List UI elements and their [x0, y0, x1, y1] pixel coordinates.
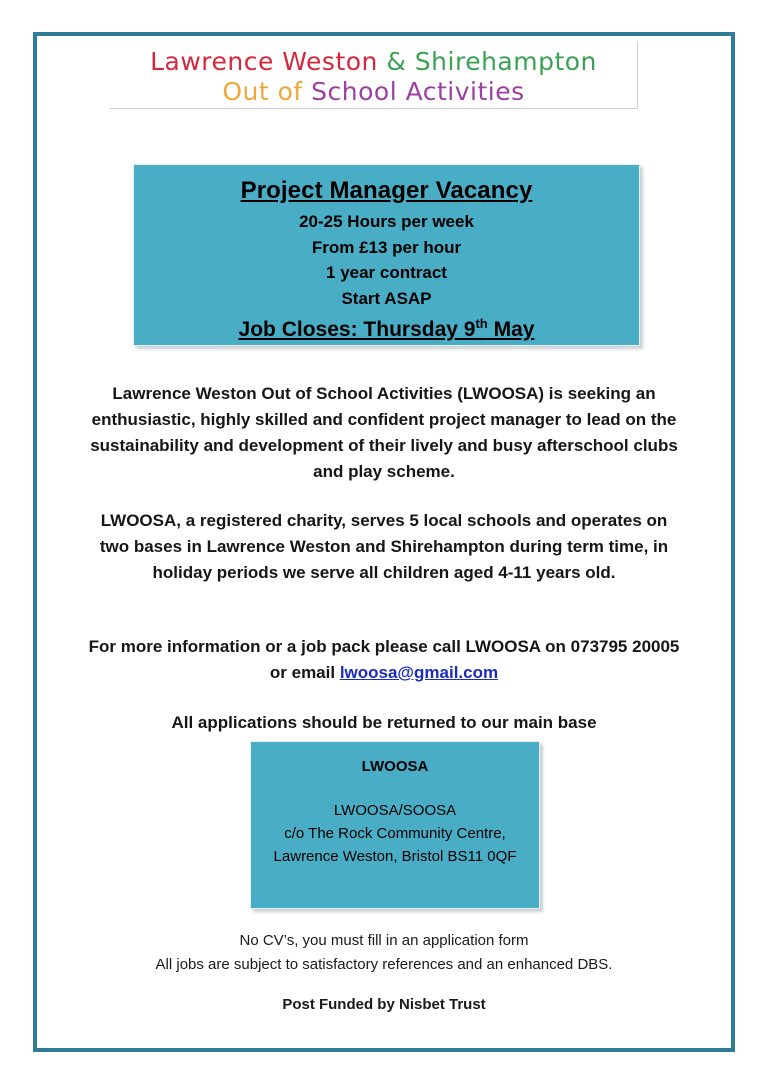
vacancy-contract-length: 1 year contract — [326, 263, 447, 283]
closing-date-prefix: Job Closes: Thursday 9 — [238, 318, 476, 342]
vacancy-closing-date — [134, 314, 639, 346]
footer-note-dbs: All jobs are subject to satisfactory references and an enhanced DBS. — [155, 956, 613, 973]
address-lines — [251, 799, 539, 869]
logo-line-2 — [110, 77, 637, 106]
paragraph-contact-details — [84, 634, 684, 686]
footer-conditions — [84, 929, 684, 977]
vacancy-hours: 20-25 Hours per week — [299, 211, 474, 231]
logo-text-shirehampton: & Shirehampton — [386, 47, 597, 76]
logo-text-school-activities: School Activities — [311, 77, 525, 106]
vacancy-summary-panel — [133, 164, 640, 346]
email-link[interactable]: lwoosa@gmail.com — [339, 663, 499, 682]
footer-funder: Post Funded by Nisbet Trust — [282, 996, 486, 1013]
closing-date-ordinal: th — [475, 316, 488, 332]
address-line-1: LWOOSA/SOOSA — [333, 801, 457, 819]
logo-text-out-of: Out of — [222, 77, 312, 106]
closing-date-suffix: May — [487, 318, 535, 342]
vacancy-title: Project Manager Vacancy — [240, 177, 533, 204]
footer-note-no-cv: No CV’s, you must fill in an application form — [239, 932, 529, 949]
return-address-panel — [250, 741, 540, 909]
address-line-3: Lawrence Weston, Bristol BS11 0QF — [273, 848, 517, 865]
address-organisation-name: LWOOSA — [361, 758, 429, 775]
paragraph-return-instruction: All applications should be returned to our main base — [171, 713, 597, 732]
address-line-2: c/o The Rock Community Centre, — [284, 824, 506, 842]
contact-text: For more information or a job pack please call LWOOSA on 073795 20005 or email — [88, 637, 680, 682]
vacancy-start-date: Start ASAP — [341, 289, 432, 309]
organisation-logo — [110, 41, 638, 109]
paragraph-role-intro: Lawrence Weston Out of School Activities (LWOOSA) is seeking an enthusiastic, highly skilled and confident project manager to lead on the sustainability and development of their lively and busy afterschool clubs and play scheme. — [90, 384, 678, 481]
logo-line-1 — [110, 47, 637, 76]
vacancy-pay: From £13 per hour — [311, 237, 462, 257]
paragraph-about-charity: LWOOSA, a registered charity, serves 5 local schools and operates on two bases in Lawrence Weston and Shirehampton during term time, in holiday periods we serve all children aged 4-11 years old. — [99, 511, 669, 582]
logo-text-lawrence-weston: Lawrence Weston — [150, 47, 387, 76]
